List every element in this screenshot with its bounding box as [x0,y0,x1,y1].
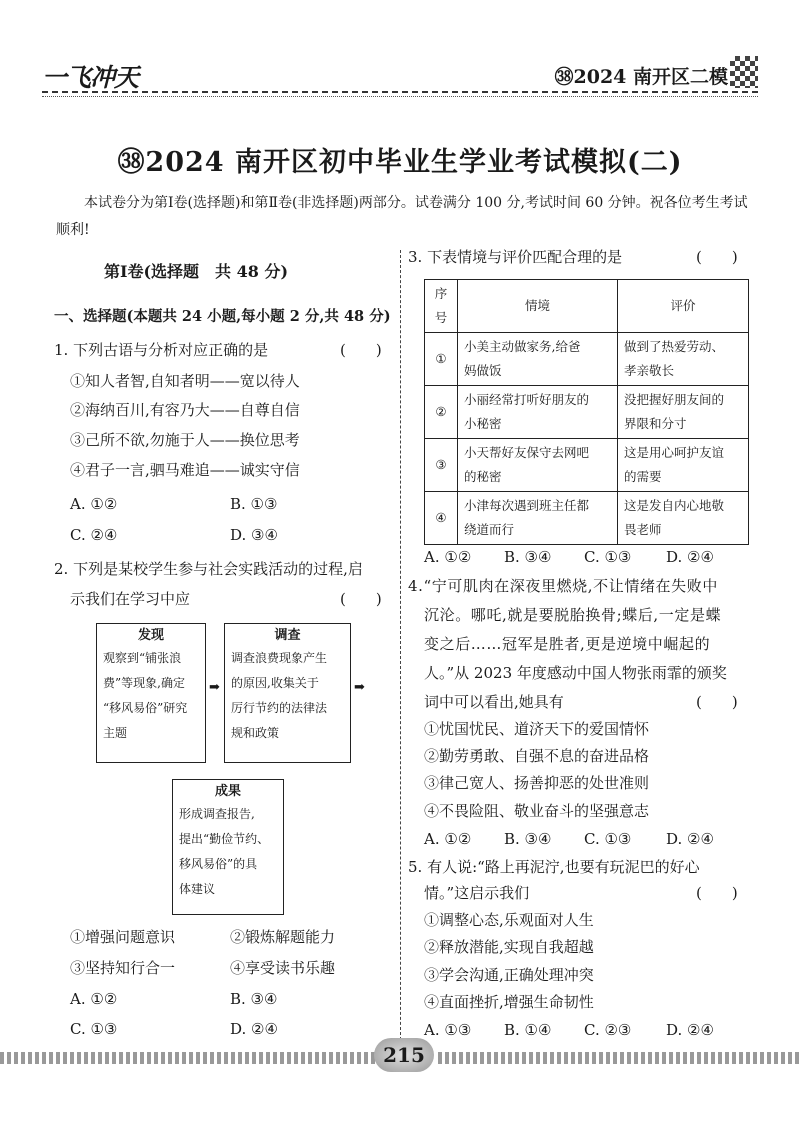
q1-item: ④君子一言,驷马难追——诚实守信 [70,461,300,479]
q1-item: ①知人者智,自知者明——宽以待人 [70,372,300,390]
table-header: 序号 [425,280,458,333]
cell-line: 小秘密 [464,416,502,431]
brand-logo: 一飞冲天 [42,63,139,92]
header-divider-dotted [42,96,758,97]
cell-line: 绕道而行 [464,522,515,537]
flow-box-line: 观察到“铺张浪 [103,651,182,665]
q2-item: ②锻炼解题能力 [230,928,336,946]
q1-answer-paren: ( ) [340,341,382,359]
checker-decoration [730,56,758,88]
flow-box-line: 调查浪费现象产生 [231,651,328,665]
q3-answer-paren: ( ) [696,248,738,266]
cell-line: 界限和分寸 [623,416,687,431]
q4-option-b: B. ③④ [504,830,552,848]
flow-box-line: “移风易俗”研究 [103,701,188,715]
q2-item: ③坚持知行合一 [70,959,176,977]
q4-option-a: A. ①② [424,830,472,848]
cell-line: 的需要 [623,469,662,484]
table-cell-evaluation [617,333,748,386]
flow-box-discover [96,623,206,763]
q5-answer-paren: ( ) [696,884,738,902]
q2-item: ①增强问题意识 [70,928,176,946]
q3-option-b: B. ③④ [504,548,552,566]
cell-line: 做到了热爱劳动、 [623,339,724,354]
q2-stem: 2. 下列是某校学生参与社会实践活动的过程,启 [54,560,363,578]
q3-option-c: C. ①③ [584,548,632,566]
q2-answer-paren: ( ) [340,590,382,608]
q1-stem: 1. 下列古语与分析对应正确的是 [54,341,269,359]
q5-option-a: A. ①③ [424,1021,472,1039]
q1-option-a: A. ①② [70,495,118,513]
cell-line: 小美主动做家务,给爸 [464,339,581,354]
flow-box-line: 费”等现象,确定 [103,676,185,690]
arrow-right-icon: ➡ [209,680,220,695]
table-row [425,386,749,439]
flow-box-line: 体建议 [179,882,216,896]
q4-stem: 4.“宁可肌肉在深夜里燃烧,不让情绪在失败中 [408,577,718,595]
q2-option-b: B. ③④ [230,990,278,1008]
table-header-row [425,280,749,333]
header-divider [42,91,758,93]
table-cell-num: ④ [425,492,458,545]
q4-stem-cont: 词中可以看出,她具有 [424,693,564,711]
q2-option-d: D. ②④ [230,1020,278,1038]
table-row [425,492,749,545]
flow-box-line: 移风易俗”的具 [179,857,258,871]
q5-option-c: C. ②③ [584,1021,632,1039]
q4-item: ①忧国忧民、道济天下的爱国情怀 [424,720,650,738]
flow-box-title: 发现 [137,628,164,643]
q5-option-b: B. ①④ [504,1021,552,1039]
cell-line: 妈做饭 [464,363,502,378]
cell-line: 没把握好朋友间的 [623,392,724,407]
footer-border-left [0,1052,378,1064]
q4-stem-cont: 人。”从 2023 年度感动中国人物张雨霏的颁奖 [424,664,727,682]
q5-item: ①调整心态,乐观面对人生 [424,911,594,929]
flow-box-title: 调查 [274,628,301,643]
cell-line: 小津每次遇到班主任都 [464,498,590,513]
q2-item: ④享受读书乐趣 [230,959,336,977]
arrow-right-icon: ➡ [354,680,365,695]
situation-table [424,279,749,545]
flow-box-result [172,779,284,915]
table-cell-situation [458,439,618,492]
q1-option-d: D. ③④ [230,526,278,544]
table-cell-evaluation [617,386,748,439]
table-cell-num: ③ [425,439,458,492]
q4-answer-paren: ( ) [696,693,738,711]
flow-box-line: 形成调查报告, [179,807,255,821]
table-row [425,439,749,492]
table-cell-situation [458,386,618,439]
cell-line: 小丽经常打听好朋友的 [464,392,590,407]
q1-option-c: C. ②④ [70,526,118,544]
intro-text: 本试卷分为第Ⅰ卷(选择题)和第Ⅱ卷(非选择题)两部分。试卷满分 100 分,考试时间 60 分钟。祝各位考生考试顺利! [56,195,748,238]
q3-option-d: D. ②④ [666,548,714,566]
cell-line: 孝亲敬长 [623,363,674,378]
flow-box-investigate [224,623,351,763]
page-title: ㊳2024 南开区初中毕业生学业考试模拟(二) [117,147,683,178]
q5-option-d: D. ②④ [666,1021,714,1039]
cell-line: 这是发自内心地敬 [623,498,724,513]
cell-line: 的秘密 [464,469,502,484]
column-divider [400,250,401,1050]
q4-option-d: D. ②④ [666,830,714,848]
flow-box-title: 成果 [214,784,241,799]
header-exam-title: ㊳2024 南开区二模 [554,66,728,88]
table-cell-evaluation [617,492,748,545]
table-cell-num: ② [425,386,458,439]
table-row [425,333,749,386]
q5-item: ②释放潜能,实现自我超越 [424,938,594,956]
q4-item: ③律己宽人、扬善抑恶的处世准则 [424,774,650,792]
cell-line: 这是用心呵护友谊 [623,445,724,460]
flow-box-line: 厉行节约的法律法 [231,701,328,715]
q2-stem-cont: 示我们在学习中应 [70,590,191,608]
q1-item: ③己所不欲,勿施于人——换位思考 [70,431,300,449]
q5-item: ③学会沟通,正确处理冲突 [424,966,594,984]
q4-stem-cont: 变之后……冠军是胜者,更是逆境中崛起的 [424,635,711,653]
q4-item: ②勤劳勇敢、自强不息的奋进品格 [424,747,650,765]
q5-stem-cont: 情。”这启示我们 [424,884,530,902]
table-header: 情境 [458,280,618,333]
q2-option-a: A. ①② [70,990,118,1008]
q1-item: ②海纳百川,有容乃大——自尊自信 [70,401,300,419]
flow-box-line: 的原因,收集关于 [231,676,319,690]
table-header: 评价 [617,280,748,333]
cell-line: 畏老师 [623,522,662,537]
q4-stem-cont: 沉沦。哪吒,就是要脱胎换骨;蝶后,一定是蝶 [424,606,722,624]
q3-option-a: A. ①② [424,548,472,566]
table-cell-num: ① [425,333,458,386]
q3-stem: 3. 下表情境与评价匹配合理的是 [408,248,623,266]
q5-stem: 5. 有人说:“路上再泥泞,也要有玩泥巴的好心 [408,858,700,876]
flow-box-line: 主题 [103,726,128,740]
q1-option-b: B. ①③ [230,495,278,513]
part1-title: 第Ⅰ卷(选择题 共 48 分) [104,262,289,281]
table-cell-evaluation [617,439,748,492]
table-cell-situation [458,492,618,545]
q2-option-c: C. ①③ [70,1020,118,1038]
page-number: 215 [374,1038,434,1072]
q4-option-c: C. ①③ [584,830,632,848]
footer-border-right [438,1052,800,1064]
q4-item: ④不畏险阻、敬业奋斗的坚强意志 [424,802,650,820]
flow-box-line: 规和政策 [231,726,280,740]
table-cell-situation [458,333,618,386]
cell-line: 小天帮好友保守去网吧 [464,445,590,460]
section1-heading: 一、选择题(本题共 24 小题,每小题 2 分,共 48 分) [54,308,391,325]
q5-item: ④直面挫折,增强生命韧性 [424,993,594,1011]
flow-box-line: 提出“勤俭节约、 [179,832,270,846]
